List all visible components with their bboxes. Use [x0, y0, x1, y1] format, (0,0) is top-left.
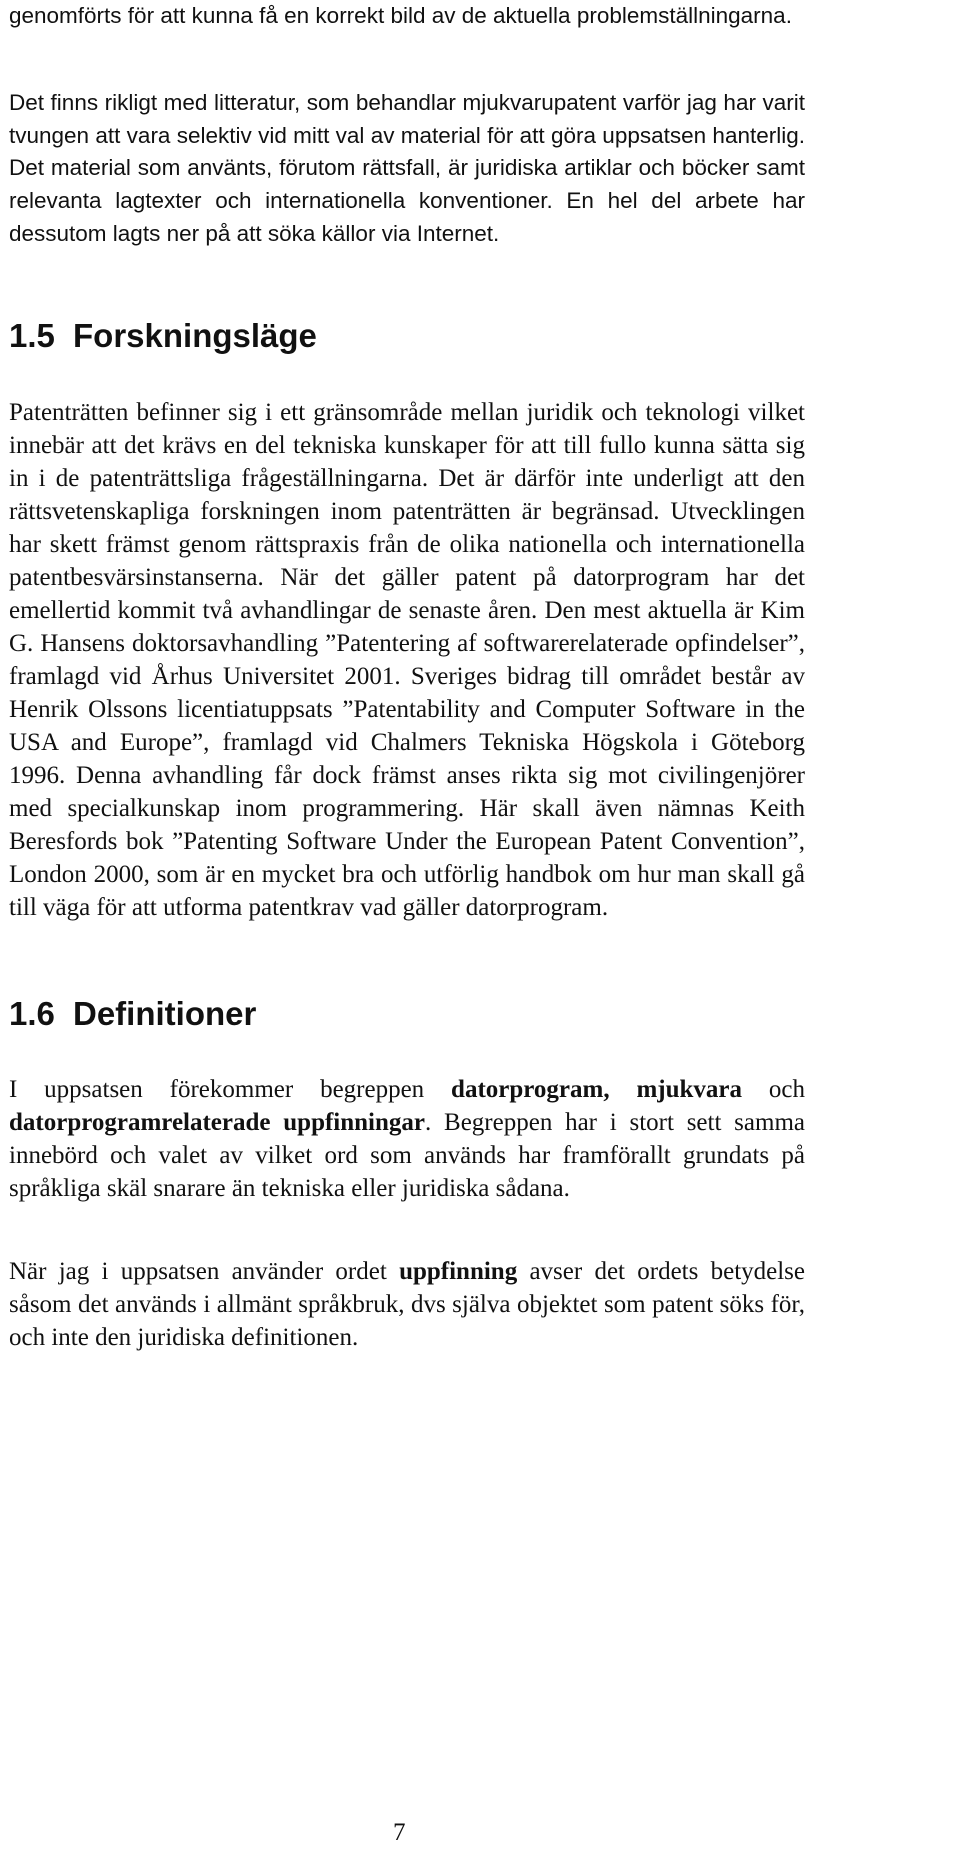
definitions-paragraph	[9, 1073, 805, 1205]
definitions-text-segment: avser det ordets betydelse såsom det används i allmänt språkbruk, dvs själva objektet som patent söks för, och inte den juridiska definitionen.	[9, 1258, 806, 1351]
definitions-text-segment: I uppsatsen förekommer begreppen	[9, 1076, 452, 1103]
document-page	[9, 0, 805, 1860]
page-number: 7	[393, 1819, 406, 1846]
intro-paragraph-sources: Det finns rikligt med litteratur, som behandlar mjukvarupatent varför jag har varit tvungen att vara selektiv vid mitt val av material för att göra uppsatsen hanterlig. Det material som använts, förutom rättsfall, är juridiska artiklar och böcker samt relevanta lagtexter och internationella konventioner. En hel del arbete har dessutom lagts ner på att söka källor via Internet.	[9, 90, 805, 246]
section-title: Definitioner	[73, 995, 257, 1032]
research-status-paragraph: Patenträtten befinner sig i ett gränsområde mellan juridik och teknologi vilket innebär att det krävs en del tekniska kunskaper för att till fullo kunna sätta sig in i de patenträttsliga frågeställningarna. Det är därför inte underligt att den rättsvetenskapliga forskningen inom patenträtten är begränsad. Utvecklingen har skett främst genom rättspraxis från de olika nationella och internationella patentbesvärsinstanserna. När det gäller patent på datorprogram har det emellertid kommit två avhandlingar de senaste åren. Den mest aktuella är Kim G. Hansens doktorsavhandling ”Patentering af softwarerelaterade opfindelser”, framlagd vid Århus Universitet 2001. Sveriges bidrag till området består av Henrik Olssons licentiatuppsats ”Patentability and Computer Software in the USA and Europe”, framlagd vid Chalmers Tekniska Högskola i Göteborg 1996. Denna avhandling får dock främst anses rikta sig mot civilingenjörer med specialkunskap inom programmering. Här skall även nämnas Keith Beresfords bok ”Patenting Software Under the European Patent Convention”, London 2000, som är en mycket bra och utförlig handbok om hur man skall gå till väga för att utforma patentkrav vad gäller datorprogram.	[9, 399, 805, 921]
defined-term: mjukvara	[636, 1076, 743, 1103]
invention-term-paragraph	[9, 1255, 805, 1354]
defined-term: datorprogramrelaterade uppfinningar	[9, 1109, 426, 1136]
section-heading-definitioner	[9, 994, 256, 1034]
intro-paragraph-continued: genomförts för att kunna få en korrekt bild av de aktuella problemställningarna.	[9, 3, 792, 28]
definitions-text-segment: . Begreppen har i stort sett samma innebörd och valet av vilket ord som används har framförallt grundats på språkliga skäl snarare än tekniska eller juridiska sådana.	[9, 1109, 805, 1202]
defined-term: uppfinning	[399, 1258, 518, 1285]
section-heading-forskningslage	[9, 316, 317, 356]
definitions-text-segment: När jag i uppsatsen använder ordet	[9, 1258, 400, 1285]
definitions-text-segment	[610, 1076, 637, 1103]
section-number: 1.5	[9, 317, 55, 354]
section-title: Forskningsläge	[73, 317, 317, 354]
section-number: 1.6	[9, 995, 55, 1032]
defined-term: datorprogram,	[451, 1076, 610, 1103]
definitions-text-segment: och	[742, 1076, 805, 1103]
